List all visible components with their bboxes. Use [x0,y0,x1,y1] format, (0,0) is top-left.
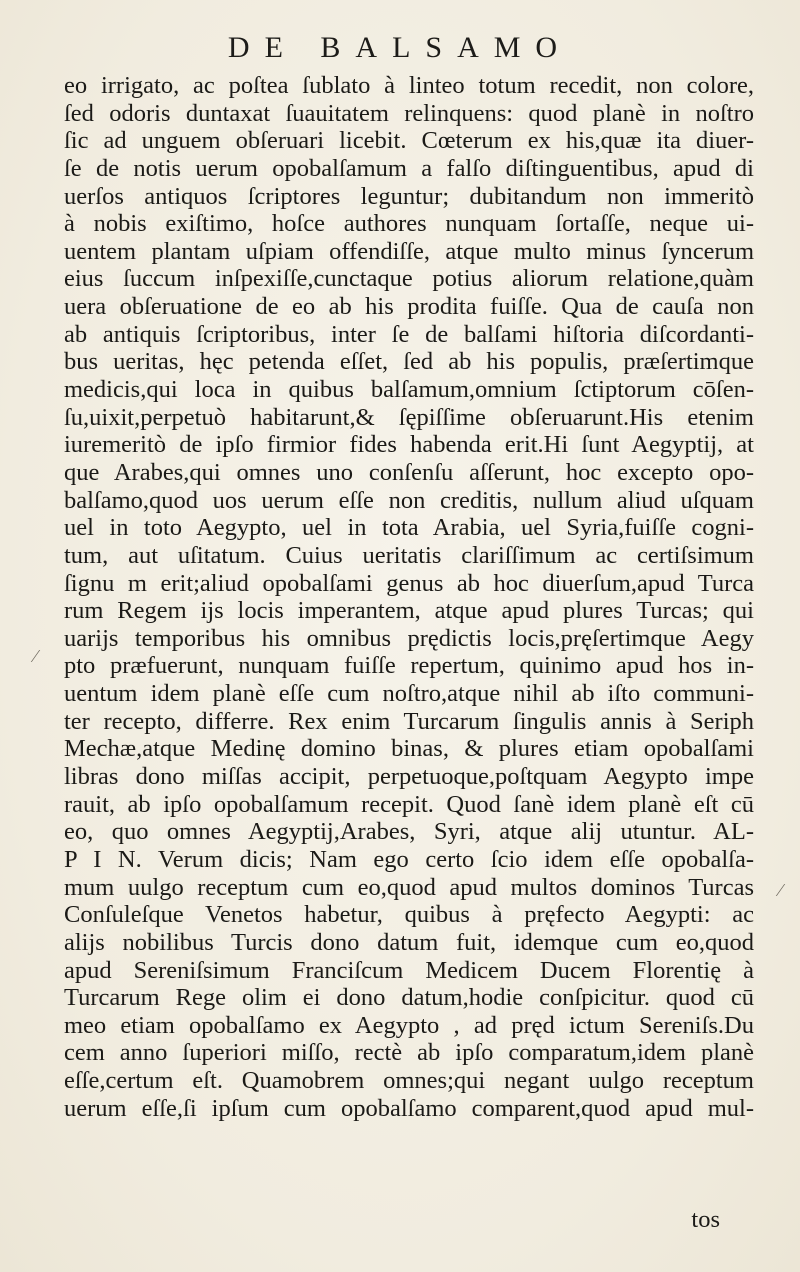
catchword: tos [691,1206,720,1233]
text-line: uentem plantam uſpiam offendiſſe, atque multo minus ſyncerum [64,237,754,265]
text-line: uerſos antiquos ſcriptores leguntur; dubitandum non immeritò [64,182,754,210]
text-line: rum Regem ijs locis imperantem, atque apud plures Turcas; qui [64,597,754,625]
text-line: bus ueritas, hęc petenda eſſet, ſed ab his populis, præſertimque [64,348,754,376]
text-line: Mechæ,atque Medinę domino binas, & plures etiam opobalſami [64,735,754,763]
text-line: mum uulgo receptum cum eo,quod apud multos dominos Turcas [64,873,754,901]
text-line: balſamo,quod uos uerum eſſe non creditis, nullum aliud uſquam [64,486,754,514]
text-line: eius ſuccum inſpexiſſe,cunctaque potius aliorum relatione,quàm [64,265,754,293]
text-line: apud Sereniſsimum Franciſcum Medicem Ducem Florentię à [64,956,754,984]
text-line: ter recepto, differre. Rex enim Turcarum ſingulis annis à Seriph [64,707,754,735]
margin-mark: ⁄ [34,646,38,666]
text-line: Turcarum Rege olim ei dono datum,hodie conſpicitur. quod cū [64,984,754,1012]
text-line: ſed odoris duntaxat ſuauitatem relinquens: quod planè in noſtro [64,99,754,127]
text-line: cem anno ſuperiori miſſo, rectè ab ipſo comparatum,idem planè [64,1039,754,1067]
text-line: Conſuleſque Venetos habetur, quibus à pręfecto Aegypti: ac [64,901,754,929]
text-line: ſic ad unguem obſeruari licebit. Cœterum ex his,quæ ita diuer- [64,127,754,155]
text-line: ſu,uixit,perpetuò habitarunt,& ſępiſſime obſeruarunt.His etenim [64,403,754,431]
text-line: ab antiquis ſcriptoribus, inter ſe de balſami hiſtoria diſcordanti- [64,320,754,348]
text-line: uentum idem planè eſſe cum noſtro,atque nihil ab iſto communi- [64,680,754,708]
text-line: alijs nobilibus Turcis dono datum fuit, idemque cum eo,quod [64,928,754,956]
text-line: uarijs temporibus his omnibus prędictis locis,pręſertimque Aegy [64,624,754,652]
text-line: meo etiam opobalſamo ex Aegypto , ad pręd ictum Sereniſs.Du [64,1011,754,1039]
text-line: uera obſeruatione de eo ab his prodita fuiſſe. Qua de cauſa non [64,293,754,321]
text-line: P I N. Verum dicis; Nam ego certo ſcio idem eſſe opobalſa- [64,845,754,873]
text-line: pto præfuerunt, nunquam fuiſſe repertum, quinimo apud hos in- [64,652,754,680]
text-line: medicis,qui loca in quibus balſamum,omnium ſctiptorum cōſen- [64,376,754,404]
margin-mark: ⁄ [778,880,782,900]
text-line: eo irrigato, ac poſtea ſublato à linteo totum recedit, non colore, [64,72,754,99]
running-head: DE BALSAMO [227,31,573,64]
text-line: ſe de notis uerum opobalſamum a falſo diſtinguentibus, apud di [64,154,754,182]
text-line: uel in toto Aegypto, uel in tota Arabia, uel Syria,fuiſſe cogni- [64,514,754,542]
text-line: rauit, ab ipſo opobalſamum recepit. Quod ſanè idem planè eſt cū [64,790,754,818]
text-line: que Arabes,qui omnes uno conſenſu aſſerunt, hoc excepto opo- [64,458,754,486]
text-line: eo, quo omnes Aegyptij,Arabes, Syri, atque alij utuntur. AL- [64,818,754,846]
text-line: iuremeritò de ipſo firmior fides habenda erit.Hi ſunt Aegyptij, at [64,431,754,459]
text-line: uerum eſſe,ſi ipſum cum opobalſamo comparent,quod apud mul- [64,1094,754,1122]
text-line: eſſe,certum eſt. Quamobrem omnes;qui negant uulgo receptum [64,1067,754,1095]
text-line: libras dono miſſas accipit, perpetuoque,poſtquam Aegypto impe [64,763,754,791]
body-text [64,72,754,1122]
text-line: tum, aut uſitatum. Cuius ueritatis clariſſimum ac certiſsimum [64,541,754,569]
text-line: à nobis exiſtimo, hoſce authores nunquam ſortaſſe, neque ui- [64,210,754,238]
text-line: ſignu m erit;aliud opobalſami genus ab hoc diuerſum,apud Turca [64,569,754,597]
